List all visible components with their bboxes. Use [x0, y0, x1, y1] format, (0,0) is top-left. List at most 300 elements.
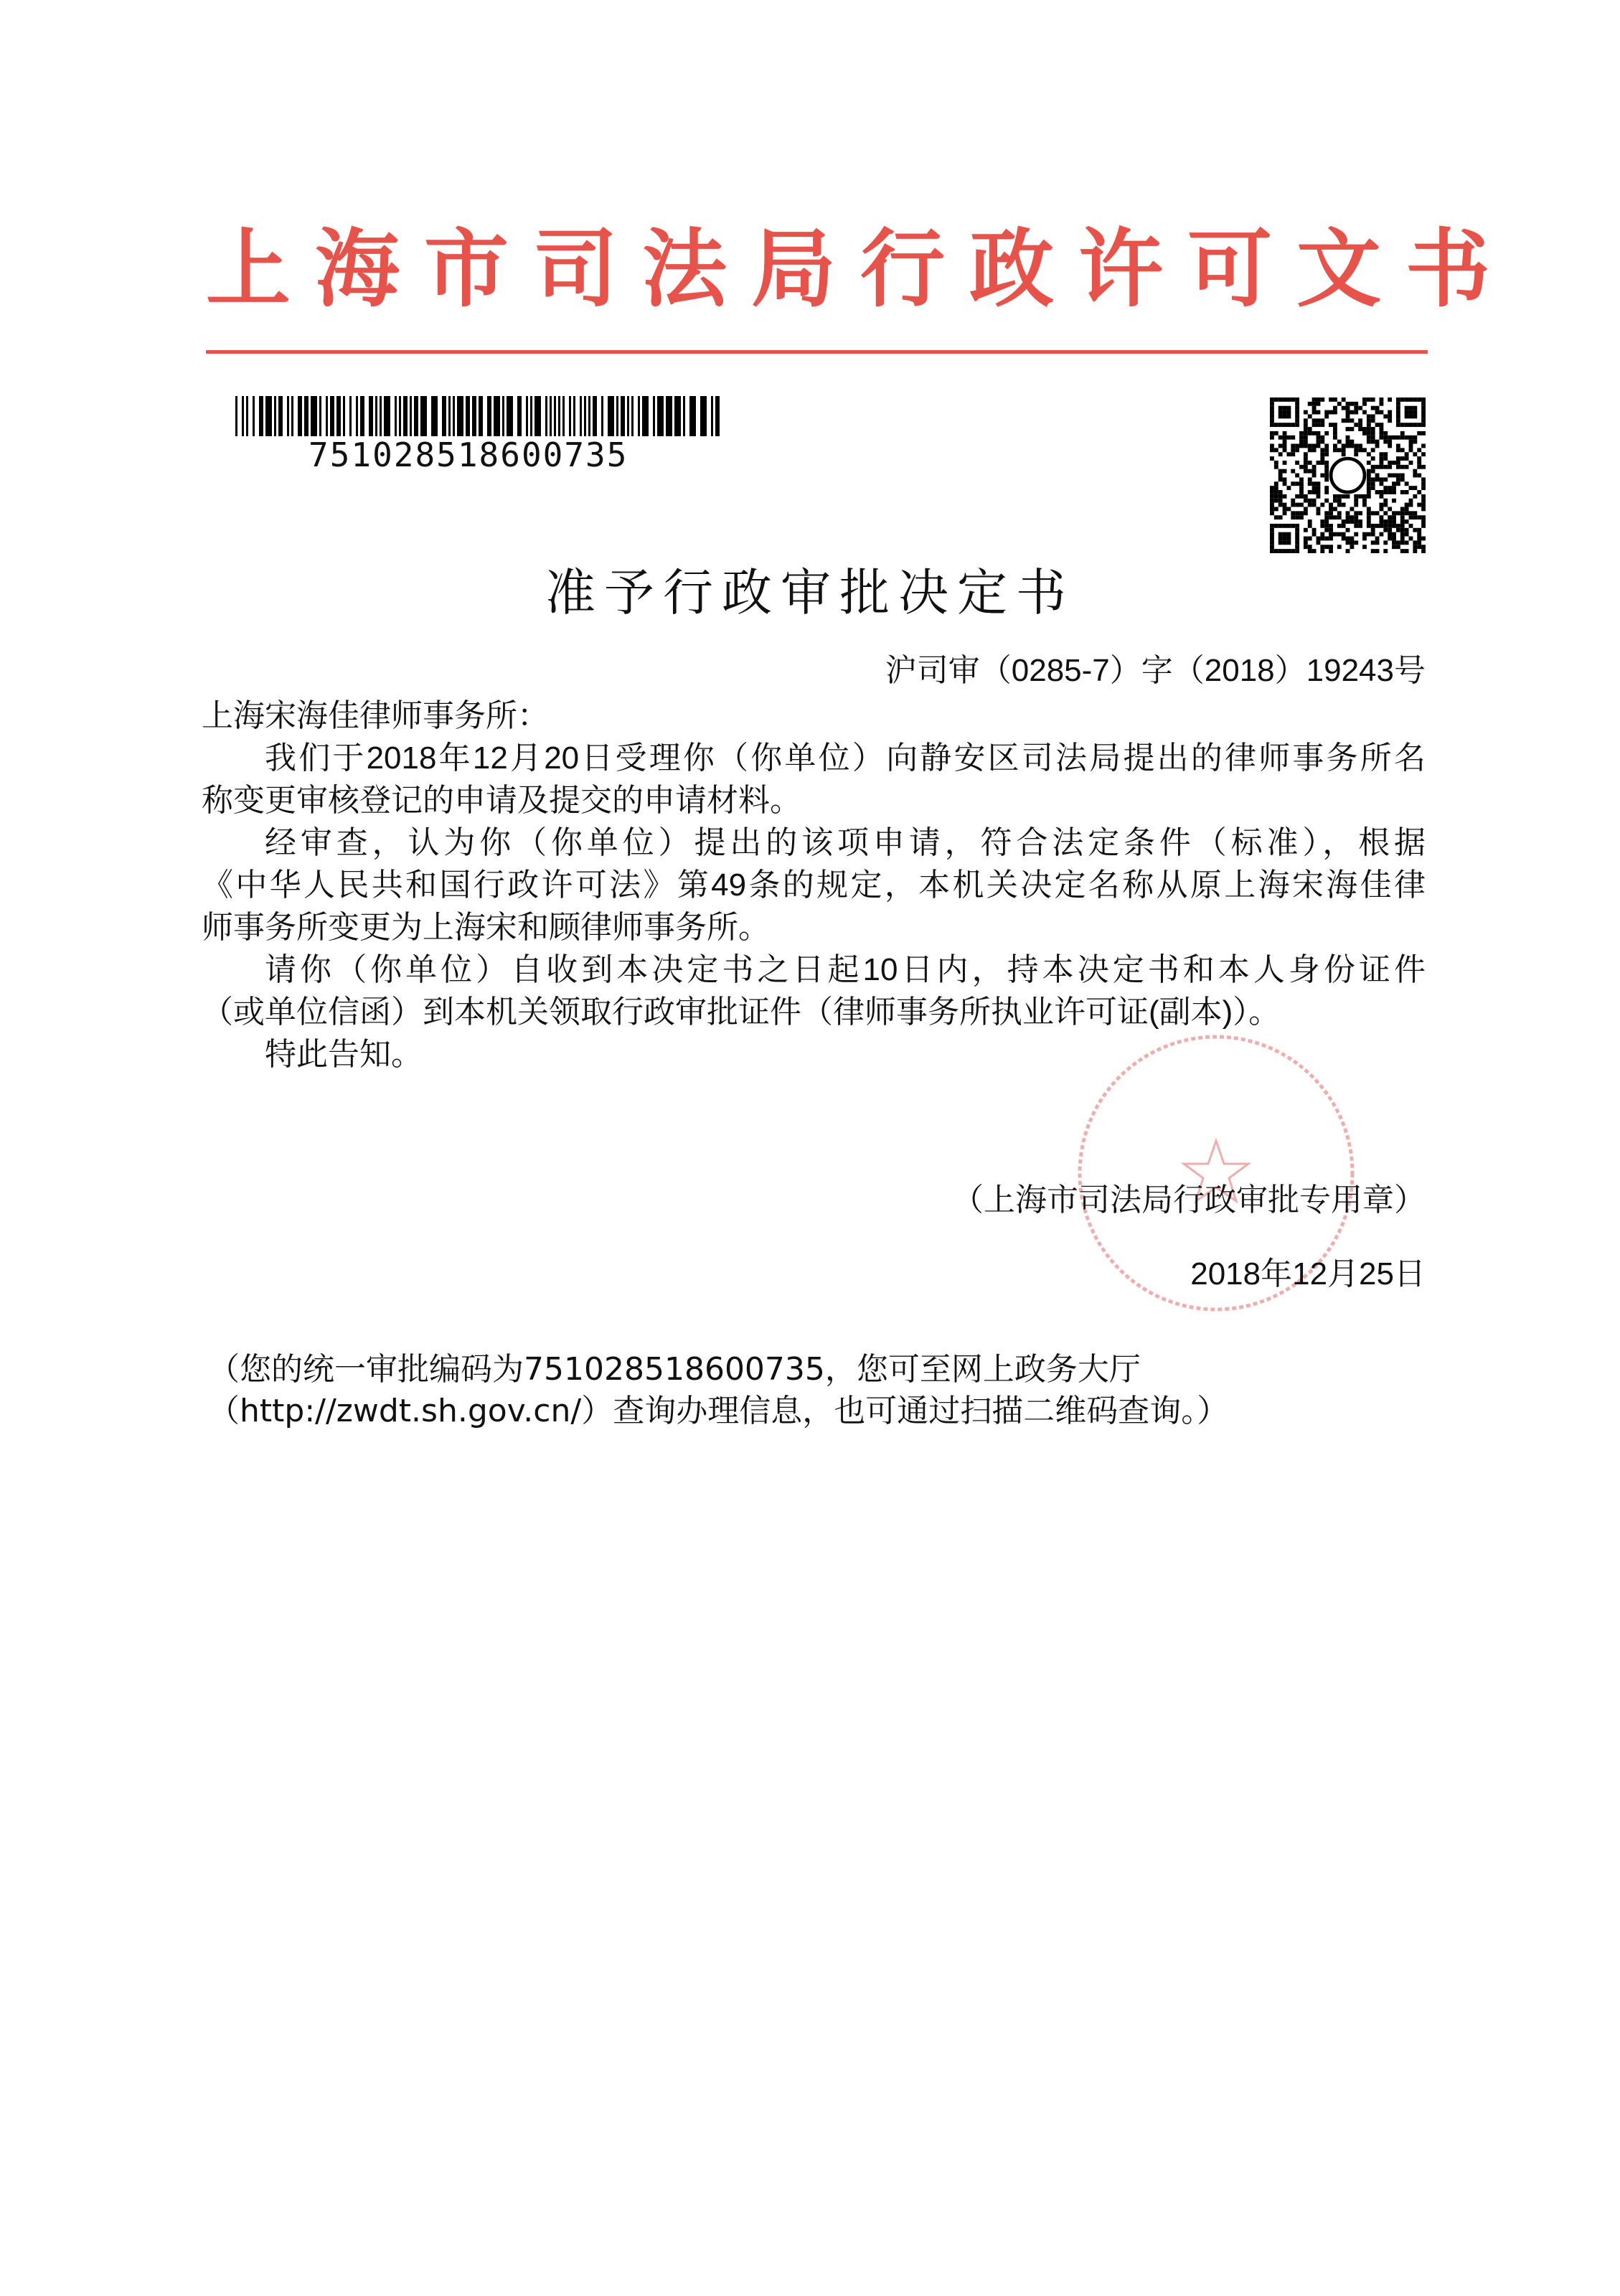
qr-module: [1274, 494, 1278, 499]
qr-module: [1400, 477, 1405, 481]
qr-module: [1375, 474, 1380, 478]
qr-module: [1317, 440, 1321, 444]
qr-module: [1379, 477, 1383, 481]
qr-module: [1286, 406, 1291, 410]
qr-module: [1308, 503, 1312, 507]
qr-module: [1396, 545, 1400, 549]
qr-module: [1383, 465, 1388, 469]
barcode-bar: [534, 396, 541, 436]
qr-module: [1392, 540, 1396, 545]
barcode-bar: [689, 396, 696, 436]
qr-module: [1308, 481, 1312, 486]
qr-module: [1286, 507, 1291, 511]
qr-module: [1283, 423, 1287, 427]
qr-module: [1304, 545, 1308, 549]
barcode-bar: [403, 396, 408, 436]
qr-module: [1371, 532, 1375, 537]
qr-module: [1362, 431, 1367, 436]
header-title: 上海市司法局行政许可文书: [206, 219, 1515, 319]
barcode-bar: [550, 396, 552, 436]
qr-module: [1308, 427, 1312, 431]
qr-module: [1317, 507, 1321, 511]
qr-module: [1379, 397, 1383, 402]
qr-module: [1278, 436, 1283, 440]
qr-module: [1342, 537, 1346, 541]
qr-module: [1324, 444, 1329, 448]
qr-module: [1278, 540, 1283, 545]
barcode-bar: [653, 396, 655, 436]
qr-module: [1317, 444, 1321, 448]
qr-module: [1362, 427, 1367, 431]
qr-module: [1317, 418, 1321, 423]
qr-module: [1396, 456, 1400, 461]
qr-module: [1417, 461, 1421, 465]
qr-module: [1270, 532, 1274, 537]
barcode-bar: [336, 396, 341, 436]
qr-module: [1371, 414, 1375, 418]
qr-module: [1358, 494, 1362, 499]
barcode-bar: [278, 396, 283, 436]
qr-module: [1350, 427, 1354, 431]
qr-module: [1278, 477, 1283, 481]
qr-module: [1367, 507, 1371, 511]
qr-emblem-icon: [1331, 458, 1365, 492]
qr-module: [1409, 461, 1413, 465]
qr-module: [1409, 448, 1413, 452]
paragraph-4: 特此告知。: [265, 1037, 423, 1072]
qr-module: [1324, 477, 1329, 481]
qr-module: [1409, 397, 1413, 402]
qr-module: [1295, 481, 1299, 486]
qr-module: [1295, 410, 1299, 415]
qr-module: [1383, 490, 1388, 494]
qr-module: [1396, 540, 1400, 545]
qr-module: [1283, 414, 1287, 418]
qr-module: [1396, 410, 1400, 415]
qr-module: [1337, 515, 1342, 519]
qr-module: [1324, 499, 1329, 503]
qr-module: [1333, 410, 1337, 415]
qr-module: [1409, 423, 1413, 427]
qr-module: [1379, 490, 1383, 494]
qr-module: [1371, 486, 1375, 490]
qr-module: [1274, 524, 1278, 528]
qr-module: [1270, 486, 1274, 490]
barcode-bar: [700, 396, 707, 436]
qr-module: [1299, 494, 1304, 499]
qr-module: [1308, 499, 1312, 503]
barcode-bar: [638, 396, 640, 436]
qr-module: [1354, 402, 1358, 406]
barcode-bar: [311, 396, 317, 436]
qr-module: [1320, 452, 1324, 456]
barcode-bar: [642, 396, 649, 436]
qr-module: [1291, 511, 1295, 515]
barcode-bar: [235, 396, 237, 436]
qr-module: [1367, 418, 1371, 423]
qr-module: [1346, 519, 1350, 524]
barcode-bar: [601, 396, 603, 436]
qr-module: [1295, 406, 1299, 410]
qr-module: [1350, 519, 1354, 524]
qr-module: [1421, 444, 1426, 448]
qr-module: [1413, 423, 1417, 427]
qr-module: [1324, 469, 1329, 474]
qr-module: [1371, 465, 1375, 469]
qr-module: [1346, 537, 1350, 541]
barcode-bar: [420, 396, 427, 436]
qr-module: [1413, 452, 1417, 456]
qr-module: [1320, 537, 1324, 541]
qr-module: [1317, 511, 1321, 515]
qr-module: [1295, 511, 1299, 515]
qr-module: [1396, 448, 1400, 452]
qr-module: [1400, 540, 1405, 545]
qr-module: [1358, 423, 1362, 427]
qr-module: [1270, 499, 1274, 503]
qr-module: [1367, 427, 1371, 431]
qr-module: [1358, 511, 1362, 515]
qr-module: [1388, 440, 1392, 444]
qr-module: [1358, 427, 1362, 431]
qr-module: [1333, 444, 1337, 448]
qr-module: [1324, 410, 1329, 415]
reference-number: 沪司审（0285-7）字（2018）19243号: [885, 653, 1426, 688]
qr-module: [1367, 414, 1371, 418]
qr-module: [1312, 532, 1317, 537]
qr-module: [1308, 490, 1312, 494]
barcode-bar: [580, 396, 582, 436]
qr-module: [1312, 444, 1317, 448]
qr-module: [1396, 481, 1400, 486]
qr-module: [1388, 465, 1392, 469]
qr-module: [1400, 436, 1405, 440]
qr-module: [1283, 431, 1287, 436]
qr-module: [1379, 410, 1383, 415]
qr-module: [1337, 448, 1342, 452]
qr-module: [1396, 423, 1400, 427]
qr-module: [1405, 410, 1409, 415]
qr-module: [1371, 418, 1375, 423]
qr-module: [1350, 515, 1354, 519]
paragraph-3-line-1: 请你（你单位）自收到本决定书之日起10日内，持本决定书和本人身份证件: [265, 952, 1426, 987]
qr-module: [1295, 515, 1299, 519]
qr-module: [1346, 440, 1350, 444]
barcode-bar: [593, 396, 597, 436]
qr-module: [1283, 532, 1287, 537]
qr-module: [1286, 436, 1291, 440]
qr-module: [1270, 545, 1274, 549]
qr-module: [1333, 499, 1337, 503]
qr-module: [1409, 515, 1413, 519]
barcode-bar: [631, 396, 634, 436]
qr-module: [1270, 410, 1274, 415]
barcode-bar: [494, 396, 500, 436]
qr-module: [1358, 418, 1362, 423]
qr-module: [1354, 499, 1358, 503]
barcode-bar: [584, 396, 586, 436]
qr-module: [1388, 515, 1392, 519]
qr-module: [1333, 436, 1337, 440]
qr-module: [1346, 418, 1350, 423]
qr-module: [1379, 532, 1383, 537]
qr-module: [1329, 515, 1333, 519]
qr-module: [1409, 503, 1413, 507]
qr-module: [1417, 545, 1421, 549]
qr-module: [1295, 545, 1299, 549]
qr-module: [1383, 503, 1388, 507]
qr-module: [1346, 540, 1350, 545]
qr-module: [1312, 397, 1317, 402]
qr-module: [1329, 423, 1333, 427]
qr-module: [1304, 528, 1308, 532]
qr-module: [1400, 519, 1405, 524]
qr-module: [1354, 444, 1358, 448]
qr-module: [1379, 524, 1383, 528]
qr-module: [1392, 532, 1396, 537]
barcode-bar: [453, 396, 455, 436]
qr-module: [1278, 406, 1283, 410]
qr-module: [1329, 397, 1333, 402]
qr-module: [1367, 519, 1371, 524]
qr-module: [1320, 440, 1324, 444]
qr-module: [1317, 537, 1321, 541]
paragraph-2-line-2: 《中华人民共和国行政许可法》第49条的规定，本机关决定名称从原上海宋海佳律: [202, 867, 1426, 903]
document-title: 准予行政审批决定书: [545, 563, 1075, 622]
qr-module: [1388, 414, 1392, 418]
qr-module: [1337, 511, 1342, 515]
qr-module: [1417, 515, 1421, 519]
qr-module: [1379, 515, 1383, 519]
qr-module: [1405, 423, 1409, 427]
qr-module: [1304, 537, 1308, 541]
qr-module: [1371, 481, 1375, 486]
qr-module: [1421, 524, 1426, 528]
barcode-bar: [554, 396, 556, 436]
qr-module: [1379, 461, 1383, 465]
qr-module: [1392, 545, 1396, 549]
qr-module: [1299, 503, 1304, 507]
qr-module: [1405, 540, 1409, 545]
qr-module: [1405, 503, 1409, 507]
qr-module: [1299, 490, 1304, 494]
qr-module: [1299, 444, 1304, 448]
qr-module: [1375, 440, 1380, 444]
qr-module: [1270, 507, 1274, 511]
qr-module: [1308, 461, 1312, 465]
qr-module: [1413, 515, 1417, 519]
qr-module: [1337, 402, 1342, 406]
qr-module: [1413, 474, 1417, 478]
qr-module: [1400, 397, 1405, 402]
qr-module: [1270, 402, 1274, 406]
barcode-bar: [343, 396, 345, 436]
qr-module: [1421, 537, 1426, 541]
qr-module: [1371, 524, 1375, 528]
barcode-bar: [573, 396, 575, 436]
qr-module: [1342, 397, 1346, 402]
qr-module: [1291, 499, 1295, 503]
qr-module: [1375, 540, 1380, 545]
qr-module: [1324, 452, 1329, 456]
qr-module: [1274, 490, 1278, 494]
qr-module: [1383, 452, 1388, 456]
qr-module: [1388, 532, 1392, 537]
qr-module: [1367, 511, 1371, 515]
qr-module: [1354, 452, 1358, 456]
qr-module: [1400, 448, 1405, 452]
qr-module: [1324, 511, 1329, 515]
qr-module: [1413, 414, 1417, 418]
qr-module: [1286, 532, 1291, 537]
barcode-bar: [715, 396, 720, 436]
qr-module: [1278, 494, 1283, 499]
qr-module: [1283, 477, 1287, 481]
qr-module: [1291, 515, 1295, 519]
qr-module: [1278, 524, 1283, 528]
qr-module: [1388, 519, 1392, 524]
qr-module: [1396, 402, 1400, 406]
barcode-bar: [319, 396, 321, 436]
qr-module: [1295, 448, 1299, 452]
qr-module: [1375, 465, 1380, 469]
qr-module: [1317, 481, 1321, 486]
qr-module: [1379, 431, 1383, 436]
qr-module: [1329, 537, 1333, 541]
barcode-bar: [526, 396, 528, 436]
qr-module: [1400, 507, 1405, 511]
qr-module: [1283, 448, 1287, 452]
qr-module: [1304, 499, 1308, 503]
qr-module: [1379, 436, 1383, 440]
qr-module: [1270, 511, 1274, 515]
qr-module: [1342, 532, 1346, 537]
qr-module: [1388, 461, 1392, 465]
qr-module: [1392, 436, 1396, 440]
barcode-bar: [287, 396, 289, 436]
qr-module: [1304, 452, 1308, 456]
qr-module: [1286, 486, 1291, 490]
qr-module: [1379, 507, 1383, 511]
qr-module: [1317, 540, 1321, 545]
qr-module: [1413, 545, 1417, 549]
qr-module: [1383, 477, 1388, 481]
qr-module: [1367, 481, 1371, 486]
qr-module: [1417, 503, 1421, 507]
qr-module: [1320, 519, 1324, 524]
qr-module: [1278, 397, 1283, 402]
qr-module: [1286, 452, 1291, 456]
barcode-bar: [395, 396, 397, 436]
qr-module: [1299, 511, 1304, 515]
qr-module: [1367, 452, 1371, 456]
qr-module: [1421, 414, 1426, 418]
qr-module: [1278, 452, 1283, 456]
qr-module: [1312, 469, 1317, 474]
qr-module: [1375, 423, 1380, 427]
qr-module: [1367, 477, 1371, 481]
barcode-bar: [253, 396, 255, 436]
barcode-bar: [507, 396, 513, 436]
qr-module: [1388, 418, 1392, 423]
qr-module: [1350, 545, 1354, 549]
qr-module: [1304, 440, 1308, 444]
qr-module: [1396, 406, 1400, 410]
qr-module: [1409, 537, 1413, 541]
qr-module: [1291, 481, 1295, 486]
qr-module: [1409, 406, 1413, 410]
qr-module: [1283, 406, 1287, 410]
qr-module: [1299, 477, 1304, 481]
qr-module: [1379, 519, 1383, 524]
qr-module: [1350, 444, 1354, 448]
paragraph-1-line-1: 我们于2018年12月20日受理你（你单位）向静安区司法局提出的律师事务所名: [265, 740, 1426, 776]
qr-module: [1312, 410, 1317, 415]
qr-module: [1417, 474, 1421, 478]
qr-module: [1421, 465, 1426, 469]
qr-module: [1350, 537, 1354, 541]
qr-module: [1308, 519, 1312, 524]
qr-module: [1270, 444, 1274, 448]
qr-module: [1274, 465, 1278, 469]
qr-module: [1379, 423, 1383, 427]
qr-module: [1278, 474, 1283, 478]
qr-module: [1417, 465, 1421, 469]
qr-module: [1375, 524, 1380, 528]
qr-module: [1342, 406, 1346, 410]
qr-module: [1362, 545, 1367, 549]
qr-module: [1350, 418, 1354, 423]
qr-module: [1371, 456, 1375, 461]
qr-module: [1278, 444, 1283, 448]
qr-module: [1283, 397, 1287, 402]
barcode-bar: [674, 396, 681, 436]
qr-module: [1329, 524, 1333, 528]
qr-module: [1283, 440, 1287, 444]
qr-module: [1312, 490, 1317, 494]
qr-module: [1337, 503, 1342, 507]
qr-module: [1388, 537, 1392, 541]
qr-module: [1286, 524, 1291, 528]
qr-module: [1413, 406, 1417, 410]
qr-module: [1317, 461, 1321, 465]
qr-module: [1375, 490, 1380, 494]
qr-module: [1388, 528, 1392, 532]
qr-module: [1371, 427, 1375, 431]
qr-module: [1324, 490, 1329, 494]
qr-module: [1337, 532, 1342, 537]
qr-module: [1421, 486, 1426, 490]
qr-module: [1346, 414, 1350, 418]
qr-code[interactable]: [1270, 397, 1426, 553]
qr-module: [1400, 528, 1405, 532]
qr-module: [1388, 507, 1392, 511]
qr-module: [1405, 532, 1409, 537]
barcode-bar: [627, 396, 629, 436]
qr-module: [1383, 431, 1388, 436]
qr-module: [1371, 511, 1375, 515]
qr-module: [1362, 448, 1367, 452]
qr-module: [1342, 519, 1346, 524]
qr-module: [1379, 402, 1383, 406]
barcode-bar: [530, 396, 532, 436]
qr-module: [1421, 515, 1426, 519]
qr-module: [1342, 494, 1346, 499]
qr-module: [1421, 402, 1426, 406]
qr-module: [1396, 397, 1400, 402]
qr-module: [1329, 545, 1333, 549]
qr-module: [1333, 448, 1337, 452]
